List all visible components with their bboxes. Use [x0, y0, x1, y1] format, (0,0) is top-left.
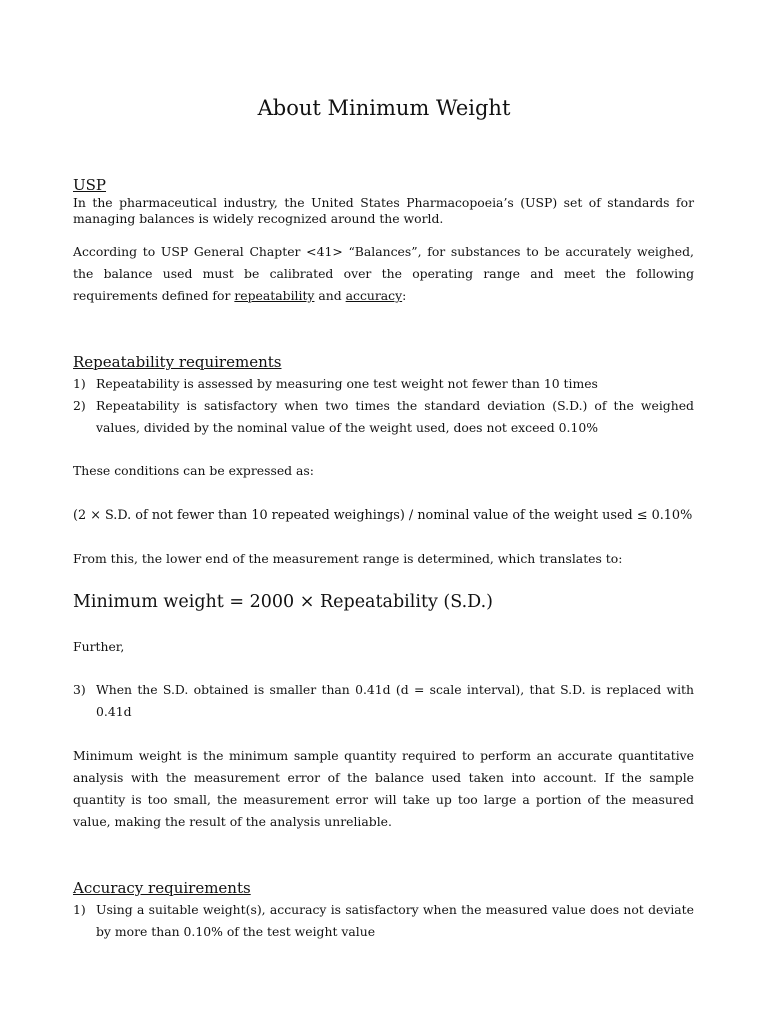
minimum-weight-explanation: Minimum weight is the minimum sample quantity required to perform an accurate quantitative analysis with the measurement error of the balance used taken into account. If the sample quantity is too small, the measurement error will take up too large a portion of the measured value, making the result of the analysis unreliable.	[73, 748, 694, 829]
list-number: 1)	[73, 902, 86, 917]
list-text: Using a suitable weight(s), accuracy is satisfactory when the measured value does not deviate by more than 0.10% of the test weight value	[96, 902, 694, 939]
repeatability-heading: Repeatability requirements	[73, 353, 282, 371]
list-text: Repeatability is satisfactory when two times the standard deviation (S.D.) of the weighed values, divided by the nominal value of the weight used, does not exceed 0.10%	[96, 398, 694, 435]
usp-chapter-text: According to USP General Chapter <41> “Balances”, for substances to be accurately weighed, the balance used must be calibrated over the operating range and meet the following requirements defined for	[73, 244, 694, 303]
repeatability-formula: (2 × S.D. of not fewer than 10 repeated weighings) / nominal value of the weight used ≤ 0.10%	[73, 508, 693, 523]
lower-end-text: From this, the lower end of the measurement range is determined, which translates to:	[73, 551, 623, 566]
repeatability-link[interactable]: repeatability	[234, 288, 315, 303]
list-text: When the S.D. obtained is smaller than 0.41d (d = scale interval), that S.D. is replaced with 0.41d	[96, 682, 694, 719]
repeatability-list-item-2	[73, 395, 694, 439]
usp-heading: USP	[73, 176, 107, 194]
page-title: About Minimum Weight	[257, 96, 511, 120]
accuracy-list-item-1	[73, 899, 694, 943]
colon-text: :	[402, 288, 407, 303]
usp-intro-paragraph: In the pharmaceutical industry, the United States Pharmacopoeia’s (USP) set of standards for managing balances is widely recognized around the world.	[73, 195, 694, 226]
list-number: 2)	[73, 398, 86, 413]
conditions-text: These conditions can be expressed as:	[73, 463, 314, 478]
list-text: Repeatability is assessed by measuring one test weight not fewer than 10 times	[96, 376, 598, 391]
list-number: 1)	[73, 376, 86, 391]
accuracy-heading: Accuracy requirements	[73, 879, 251, 897]
repeatability-list-item-1	[73, 373, 694, 395]
list-number: 3)	[73, 682, 86, 697]
minimum-weight-formula: Minimum weight = 2000 × Repeatability (S.D.)	[73, 592, 493, 612]
further-text: Further,	[73, 639, 125, 654]
usp-chapter-paragraph	[73, 241, 694, 307]
and-text: and	[314, 288, 346, 303]
accuracy-link[interactable]: accuracy	[345, 288, 403, 303]
repeatability-list-item-3	[73, 679, 694, 723]
